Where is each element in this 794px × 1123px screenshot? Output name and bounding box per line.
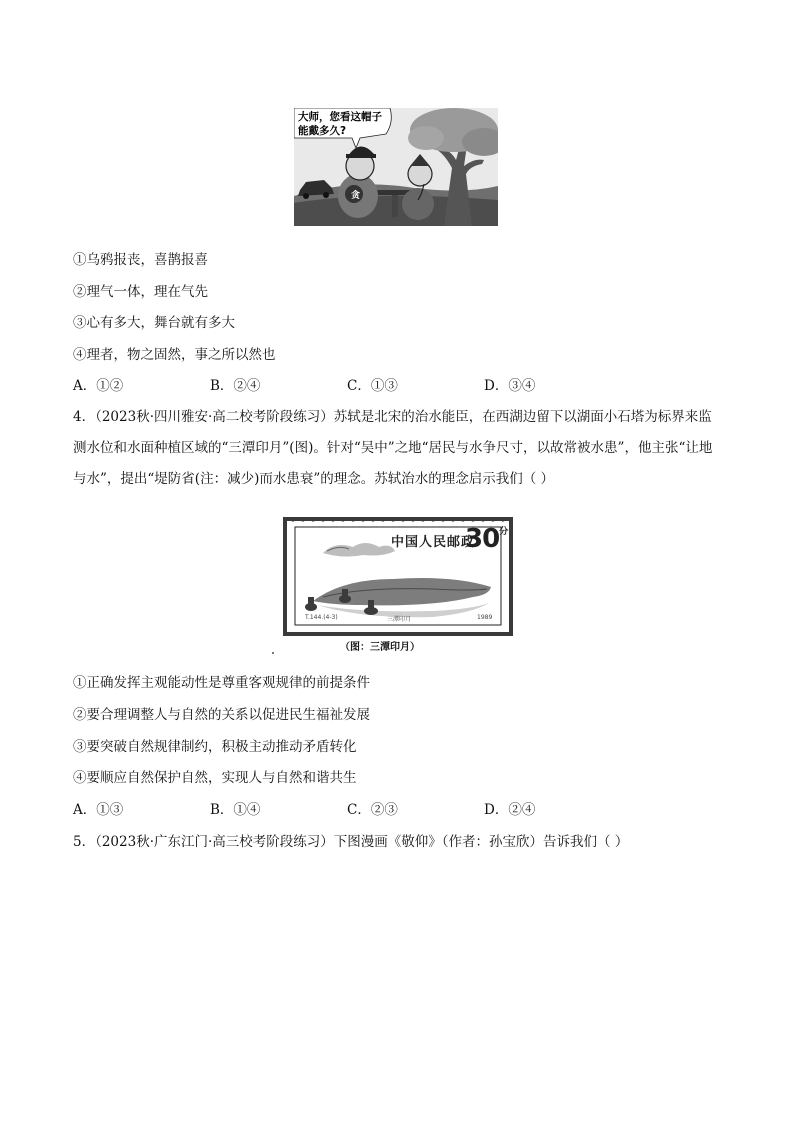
q5-question-text: 5．（2023秋·广东江门·高三校考阶段练习）下图漫画《敬仰》（作者：孙宝欣）告诉我们（ ） (73, 834, 629, 850)
badge-text: 贪 (351, 191, 361, 201)
stamp-title: 中国人民邮政 (391, 535, 476, 550)
stamp-year: 1989 (477, 614, 493, 621)
stray-dot (272, 652, 274, 654)
q3-statement-3: ③心有多大，舞台就有多大 (73, 315, 235, 331)
q3-statement-2: ②理气一体，理在气先 (73, 284, 208, 300)
q4-statement-3: ③要突破自然规律制约，积极主动推动矛盾转化 (73, 739, 357, 755)
q4-question-text: 4．（2023秋·四川雅安·高二校考阶段练习）苏轼是北宋的治水能臣，在西湖边留下以湖面小石塔为标界来监测水位和水面种植区域的“三潭印月”(图)。针对“吴中”之地“居民与水争尺寸，以故常被水患”，他主张“让地与水”，提出“堤防省(注：减少)而水患衰”的理念。苏轼治水的理念启示我们（ ） (73, 409, 713, 487)
figure-caption: （图：三潭印月） (340, 642, 420, 653)
q4-option-a: A．①③ (73, 802, 124, 818)
q3-option-b: B．②④ (210, 378, 261, 394)
q3-statement-1: ①乌鸦报丧，喜鹊报喜 (73, 252, 208, 268)
stamp-figure (283, 517, 513, 636)
q4-statement-4: ④要顺应自然保护自然，实现人与自然和谐共生 (73, 770, 357, 786)
q3-statement-4: ④理者，物之固然，事之所以然也 (73, 347, 276, 363)
stamp-code: T.144.(4-3) (305, 614, 338, 621)
q3-option-a: A．①② (73, 378, 124, 394)
stamp-value-unit: 分 (499, 527, 508, 537)
q4-statement-1: ①正确发挥主观能动性是尊重客观规律的前提条件 (73, 675, 370, 691)
stamp-value (465, 524, 507, 554)
q4-option-b: B．①④ (210, 802, 261, 818)
q3-option-c: C．①③ (347, 378, 398, 394)
cartoon-illustration (294, 108, 498, 226)
q4-option-d: D．②④ (484, 802, 536, 818)
q4-option-c: C．②③ (347, 802, 398, 818)
speech-bubble-text: 大师，您看这帽子能戴多久? (298, 111, 382, 137)
stamp-name: 三潭印月 (387, 616, 412, 623)
q3-option-d: D．③④ (484, 378, 536, 394)
q4-statement-2: ②要合理调整人与自然的关系以促进民生福祉发展 (73, 707, 370, 723)
stamp-value-number: 30 (465, 524, 500, 554)
